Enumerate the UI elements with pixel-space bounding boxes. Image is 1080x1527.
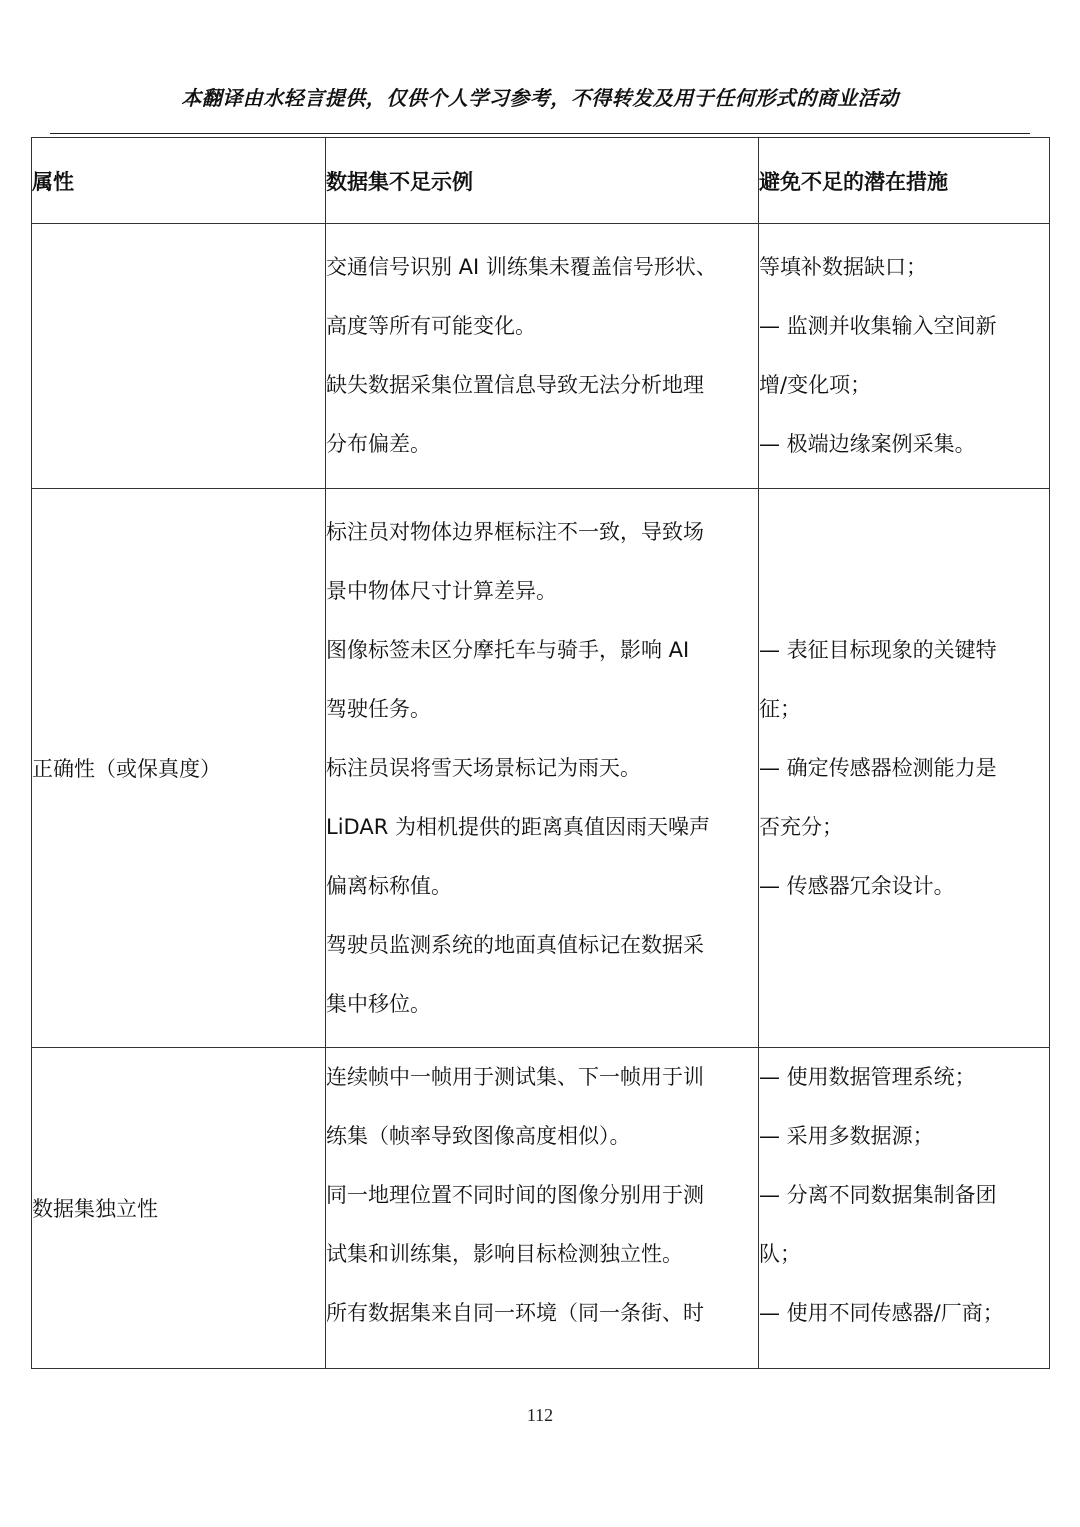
example-line: 分布偏差。 <box>326 432 431 456</box>
attribute-cell: 正确性（或保真度） <box>32 489 326 1048</box>
measure-line: 等填补数据缺口； <box>759 255 927 279</box>
page-number: 112 <box>526 1405 554 1425</box>
example-line: 偏离标称值。 <box>326 873 452 898</box>
measure-line: 征； <box>759 696 801 721</box>
measure-line: — 采用多数据源； <box>759 1124 934 1148</box>
measure-line: — 使用数据管理系统； <box>759 1065 976 1089</box>
examples-cell <box>326 224 759 489</box>
measure-line: 队； <box>759 1242 801 1266</box>
examples-cell <box>326 489 759 1048</box>
measure-line: — 传感器冗余设计。 <box>759 873 955 898</box>
example-line: 连续帧中一帧用于测试集、下一帧用于训 <box>326 1065 704 1089</box>
example-line: 标注员对物体边界框标注不一致，导致场 <box>326 519 704 544</box>
example-line: 驾驶员监测系统的地面真值标记在数据采 <box>326 932 704 957</box>
measure-line: — 使用不同传感器/厂商； <box>759 1301 1004 1325</box>
measures-cell <box>759 489 1050 1048</box>
measures-cell <box>759 224 1050 489</box>
table-row <box>32 489 1050 1048</box>
translation-notice: 本翻译由水轻言提供，仅供个人学习参考，不得转发及用于任何形式的商业活动 <box>181 86 899 110</box>
example-line: 试集和训练集，影响目标检测独立性。 <box>326 1242 683 1266</box>
measures-cell <box>759 1048 1050 1369</box>
measure-line: — 确定传感器检测能力是 <box>759 755 997 780</box>
measure-line: — 表征目标现象的关键特 <box>759 637 997 662</box>
column-header-examples: 数据集不足示例 <box>326 138 759 224</box>
examples-cell <box>326 1048 759 1369</box>
column-header-measures: 避免不足的潜在措施 <box>759 138 1050 224</box>
example-line: 图像标签未区分摩托车与骑手，影响 AI <box>326 637 690 662</box>
attribute-cell: 数据集独立性 <box>32 1048 326 1369</box>
table-row <box>32 224 1050 489</box>
column-header-attribute: 属性 <box>32 138 326 224</box>
example-line: 驾驶任务。 <box>326 696 431 721</box>
example-line: 缺失数据采集位置信息导致无法分析地理 <box>326 373 704 397</box>
table-header-row <box>32 138 1050 224</box>
example-line: LiDAR 为相机提供的距离真值因雨天噪声 <box>326 814 710 839</box>
example-line: 所有数据集来自同一环境（同一条街、时 <box>326 1301 704 1325</box>
example-line: 集中移位。 <box>326 991 431 1016</box>
example-line: 景中物体尺寸计算差异。 <box>326 578 557 603</box>
header-divider <box>50 133 1030 134</box>
example-line: 高度等所有可能变化。 <box>326 314 536 338</box>
example-line: 同一地理位置不同时间的图像分别用于测 <box>326 1183 704 1207</box>
example-line: 练集（帧率导致图像高度相似）。 <box>326 1124 631 1148</box>
example-line: 交通信号识别 AI 训练集未覆盖信号形状、 <box>326 255 717 279</box>
measure-line: — 分离不同数据集制备团 <box>759 1183 997 1207</box>
table-row <box>32 1048 1050 1369</box>
measure-line: — 极端边缘案例采集。 <box>759 432 976 456</box>
measure-line: 否充分； <box>759 814 843 839</box>
dataset-deficiency-table <box>31 137 1050 1369</box>
example-line: 标注员误将雪天场景标记为雨天。 <box>326 755 641 780</box>
attribute-cell <box>32 224 326 489</box>
measure-line: — 监测并收集输入空间新 <box>759 314 997 338</box>
measure-line: 增/变化项； <box>759 373 872 397</box>
